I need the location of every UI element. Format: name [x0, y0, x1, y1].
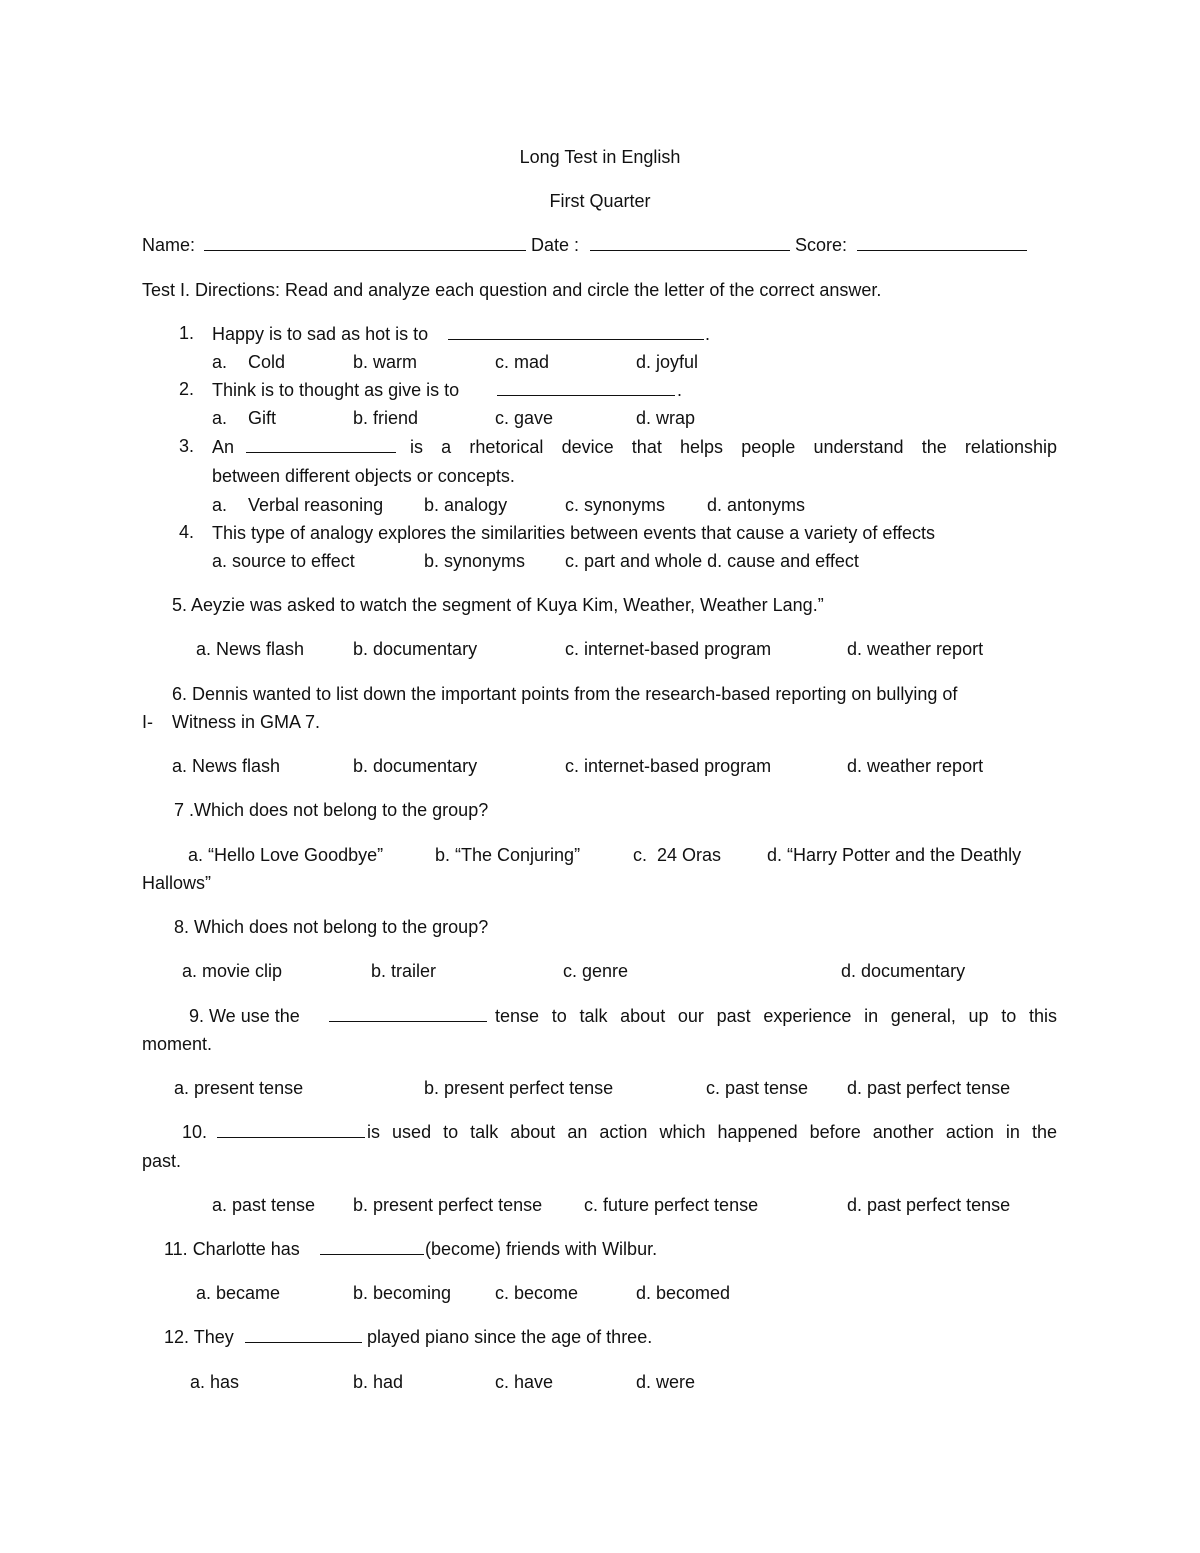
option-d[interactable]: d. past perfect tense [847, 1078, 1011, 1098]
option-a[interactable]: a. became [196, 1283, 281, 1303]
option-c[interactable]: c. internet-based program [565, 639, 772, 659]
option-a[interactable]: Cold [248, 352, 286, 372]
option-c[interactable]: c. gave [495, 408, 554, 428]
option-c[interactable]: c. part and whole d. cause and effect [565, 551, 859, 571]
question-number: 3. [178, 436, 194, 456]
option-c[interactable]: c. have [495, 1372, 554, 1392]
option-a[interactable]: a. has [190, 1372, 240, 1392]
option-a[interactable]: Gift [248, 408, 277, 428]
option-c[interactable]: c. synonyms [565, 495, 666, 515]
answer-blank[interactable] [217, 1121, 365, 1138]
question-1-text: Happy is to sad as hot is to [212, 324, 429, 344]
option-d[interactable]: d. joyful [636, 352, 699, 372]
question-9-text-line2: moment. [142, 1034, 213, 1054]
question-3-text: is a rhetorical device that helps people understand the relationship [410, 437, 1057, 457]
option-a[interactable]: a. present tense [174, 1078, 304, 1098]
option-a[interactable]: a. source to effect [212, 551, 355, 571]
option-c[interactable]: c. mad [495, 352, 550, 372]
question-3-start: An [212, 437, 235, 457]
question-3-text-line2: between different objects or concepts. [212, 466, 515, 486]
option-a[interactable]: a. News flash [172, 756, 281, 776]
option-b[interactable]: b. documentary [353, 756, 478, 776]
option-b[interactable]: b. “The Conjuring” [435, 845, 581, 865]
question-10-text: is used to talk about an action which happened before another action in the [367, 1122, 1057, 1142]
question-7-text: 7 .Which does not belong to the group? [174, 800, 489, 820]
option-d[interactable]: d. were [636, 1372, 696, 1392]
option-letter: a. [212, 352, 228, 372]
question-8-text: 8. Which does not belong to the group? [174, 917, 489, 937]
question-end: . [705, 324, 711, 344]
option-d[interactable]: d. past perfect tense [847, 1195, 1011, 1215]
page-subtitle: First Quarter [549, 191, 651, 211]
option-b[interactable]: b. becoming [353, 1283, 452, 1303]
question-11-start: 11. Charlotte has [164, 1239, 300, 1259]
option-a[interactable]: a. News flash [196, 639, 305, 659]
option-letter: a. [212, 495, 228, 515]
option-c[interactable]: c. past tense [706, 1078, 809, 1098]
score-field[interactable] [857, 234, 1027, 251]
answer-blank[interactable] [320, 1238, 424, 1255]
option-letter: a. [212, 408, 228, 428]
answer-blank[interactable] [497, 379, 675, 396]
question-6-text-line2: Witness in GMA 7. [172, 712, 321, 732]
question-4-text: This type of analogy explores the similarities between events that cause a variety of effects [212, 523, 936, 543]
option-d[interactable]: d. weather report [847, 639, 984, 659]
question-10-text-line2: past. [142, 1151, 182, 1171]
option-b[interactable]: b. trailer [371, 961, 437, 981]
question-12-text: played piano since the age of three. [367, 1327, 653, 1347]
directions: Test I. Directions: Read and analyze each question and circle the letter of the correct answer. [142, 280, 882, 300]
option-d[interactable]: d. “Harry Potter and the Deathly [767, 845, 1022, 865]
score-label: Score: [795, 235, 848, 255]
option-a[interactable]: Verbal reasoning [248, 495, 384, 515]
option-d[interactable]: d. documentary [841, 961, 966, 981]
option-c[interactable]: c. future perfect tense [584, 1195, 759, 1215]
option-d[interactable]: d. weather report [847, 756, 984, 776]
question-6-text: 6. Dennis wanted to list down the important points from the research-based reporting on bullying of [172, 684, 958, 704]
option-d[interactable]: d. becomed [636, 1283, 731, 1303]
question-9-text: tense to talk about our past experience in general, up to this [495, 1006, 1057, 1026]
option-b[interactable]: b. present perfect tense [424, 1078, 614, 1098]
date-label: Date : [531, 235, 580, 255]
option-b[interactable]: b. synonyms [424, 551, 526, 571]
option-d[interactable]: d. antonyms [707, 495, 806, 515]
answer-blank[interactable] [245, 1326, 362, 1343]
option-b[interactable]: b. warm [353, 352, 418, 372]
option-b[interactable]: b. had [353, 1372, 404, 1392]
option-c[interactable]: c. become [495, 1283, 579, 1303]
question-number: 1. [178, 323, 194, 343]
question-end: . [677, 380, 683, 400]
option-b[interactable]: b. analogy [424, 495, 508, 515]
answer-blank[interactable] [329, 1005, 487, 1022]
question-number: 4. [178, 522, 194, 542]
question-number: 2. [178, 379, 194, 399]
option-a[interactable]: a. past tense [212, 1195, 316, 1215]
name-field[interactable] [204, 234, 526, 251]
answer-blank[interactable] [246, 436, 396, 453]
option-b[interactable]: b. friend [353, 408, 419, 428]
option-a[interactable]: a. “Hello Love Goodbye” [188, 845, 384, 865]
option-c[interactable]: c. 24 Oras [633, 845, 722, 865]
question-2-text: Think is to thought as give is to [212, 380, 460, 400]
question-5-text: 5. Aeyzie was asked to watch the segment of Kuya Kim, Weather, Weather Lang.” [172, 595, 824, 615]
date-field[interactable] [590, 234, 790, 251]
page-title: Long Test in English [519, 147, 681, 167]
option-d-line2: Hallows” [142, 873, 212, 893]
question-12-start: 12. They [164, 1327, 234, 1347]
question-10-start: 10. [182, 1122, 208, 1142]
option-c[interactable]: c. internet-based program [565, 756, 772, 776]
name-label: Name: [142, 235, 196, 255]
question-6-prefix: I- [142, 712, 153, 732]
option-a[interactable]: a. movie clip [182, 961, 283, 981]
option-b[interactable]: b. documentary [353, 639, 478, 659]
option-d[interactable]: d. wrap [636, 408, 696, 428]
question-9-start: 9. We use the [189, 1006, 300, 1026]
question-11-text: (become) friends with Wilbur. [425, 1239, 658, 1259]
option-c[interactable]: c. genre [563, 961, 629, 981]
answer-blank[interactable] [448, 323, 704, 340]
option-b[interactable]: b. present perfect tense [353, 1195, 543, 1215]
